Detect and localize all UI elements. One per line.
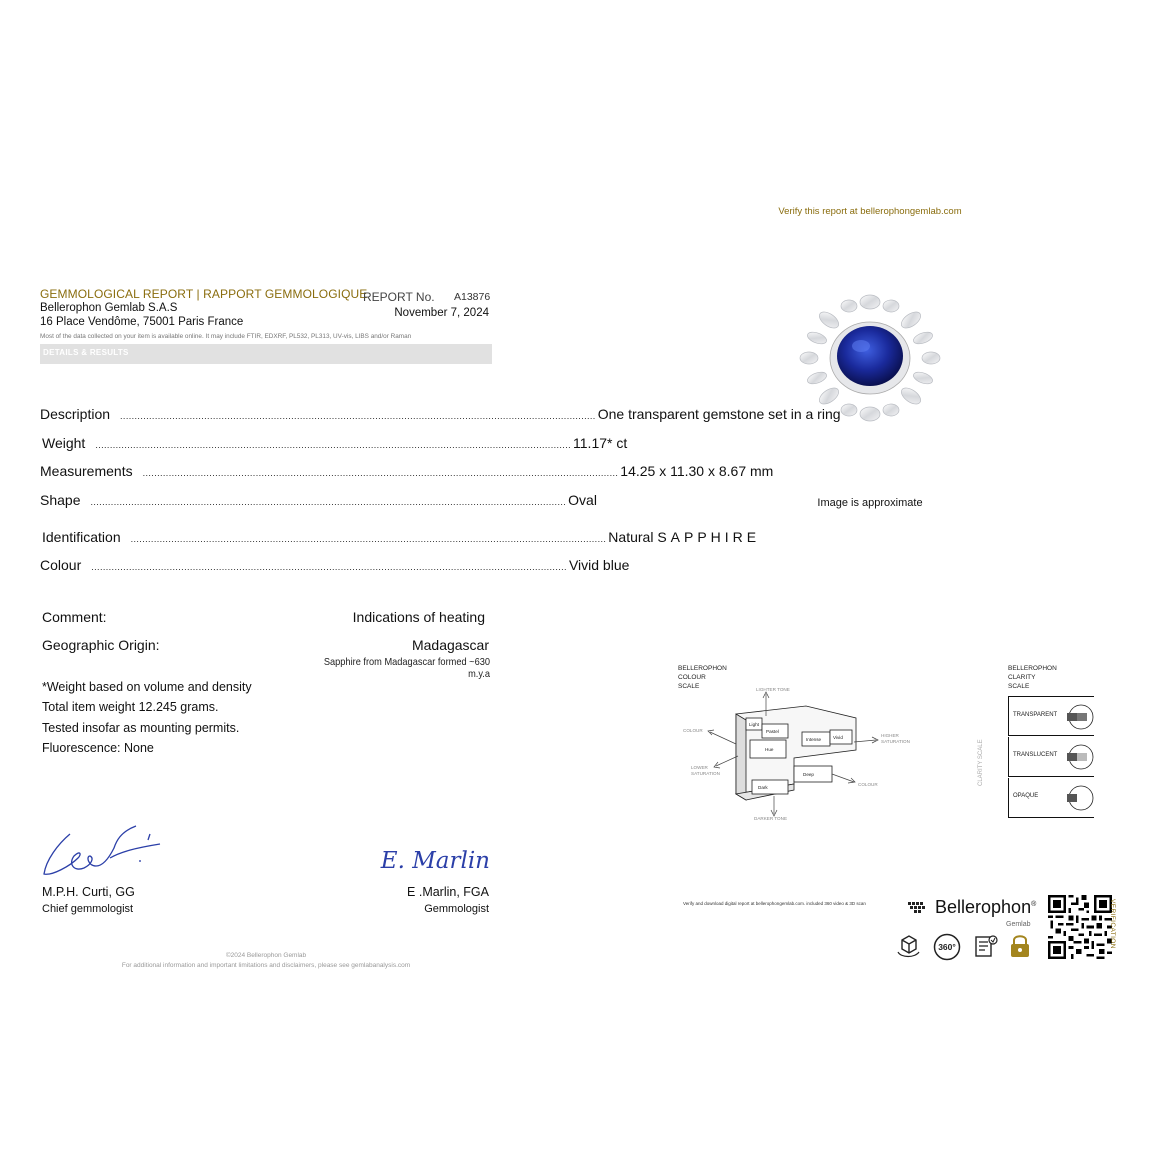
leader-dots: .................................................................................................................................................................... [90,497,567,507]
note-weight: *Weight based on volume and density [42,680,252,694]
company-name: Bellerophon Gemlab S.A.S [40,302,178,314]
comment-label: Comment: [42,609,107,625]
clarity-level-transparent [1008,696,1094,736]
leader-dots: .................................................................................................................................................................... [142,468,619,478]
clarity-level-label: OPAQUE [1013,793,1039,799]
measurements-value: 14.25 x 11.30 x 8.67 mm [620,463,774,479]
identification-label: Identification [42,529,121,545]
identification-species: SAPPHIRE [657,529,761,545]
label-colour-left: COLOUR [683,728,703,733]
detail-row-weight [42,435,628,455]
cell-hue: Hue [765,747,774,752]
report-date: November 7, 2024 [394,307,489,319]
section-bar-label: DETAILS & RESULTS [43,348,129,357]
cell-deep: Deep [803,772,814,777]
identification-value [608,529,760,545]
label-darker-tone: DARKER TONE [754,816,788,821]
signatory-right-role: Gemmologist [424,903,489,915]
description-value: One transparent gemstone set in a ring [597,406,841,422]
report-number-label: REPORT No. [363,290,435,304]
clarity-level-translucent [1008,737,1094,777]
report-title: GEMMOLOGICAL REPORT | RAPPORT GEMMOLOGIQUE [40,287,368,301]
identification-prefix: Natural [608,529,654,545]
weight-value: 11.17* ct [573,435,628,451]
brand-text: Bellerophon [935,897,1032,917]
label-lighter-tone: LIGHTER TONE [756,687,790,692]
shape-label: Shape [40,492,81,508]
comment-value: Indications of heating [352,609,485,625]
leader-dots: .................................................................................................................................................................... [120,411,596,421]
clarity-scale-title-line: CLARITY [1008,674,1036,681]
brand-registered-mark: ® [1031,901,1037,908]
clarity-scale-title-line: BELLEROPHON [1008,665,1057,672]
signatory-left-name: M.P.H. Curti, GG [42,885,135,899]
weight-label: Weight [42,435,86,451]
clarity-translucent-icon [1067,743,1095,771]
description-label: Description [40,406,111,422]
secure-lock-icon [1008,932,1032,960]
verification-label: VERIFICATION [1109,899,1116,949]
section-bar [40,344,492,364]
note-fluorescence: Fluorescence: None [42,741,154,755]
detail-row-colour [40,557,630,577]
clarity-level-opaque [1008,778,1094,818]
clarity-scale-title-line: SCALE [1008,683,1030,690]
colour-value: Vivid blue [568,557,630,573]
clarity-scale-title [1008,664,1057,691]
ring-image [795,290,945,430]
cell-dark: Dark [758,785,768,790]
leader-dots: .................................................................................................................................................................... [130,534,607,544]
shape-value: Oval [568,492,597,508]
brand-name [935,897,1036,918]
video-360-label: 360° [938,942,956,952]
measurements-label: Measurements [40,463,133,479]
clarity-opaque-icon [1067,784,1095,812]
qr-code-icon[interactable] [1048,895,1112,959]
signatory-left-role: Chief gemmologist [42,903,134,915]
origin-label: Geographic Origin: [42,637,160,653]
report-number: A13876 [454,291,491,303]
clarity-scale-vertical-label: CLARITY SCALE [978,739,984,786]
detail-row-identification [42,529,761,549]
label-lower: LOWER [691,765,708,770]
brand-sub: Gemlab [1006,921,1031,928]
download-note: Verify and download digital report at bellerophongemlab.com. included 360 video & 3D scan [683,901,866,906]
verify-link[interactable]: Verify this report at bellerophongemlab.com [778,206,962,217]
colour-scale-title-line: SCALE [678,683,700,690]
bellerophon-logo-icon [908,900,932,916]
leader-dots: .................................................................................................................................................................... [91,562,567,572]
label-higher: HIGHER [881,733,899,738]
detail-row-description [40,406,841,426]
clarity-level-label: TRANSPARENT [1013,712,1058,718]
cell-pastel: Pastel [766,729,779,734]
label-lower-saturation: SATURATION [691,771,720,776]
origin-value: Madagascar [411,637,489,653]
colour-scale-title-line: COLOUR [678,674,706,681]
detail-row-measurements [40,463,774,483]
label-higher-saturation: SATURATION [881,739,910,744]
cell-intense: Intense [806,737,822,742]
signature-curti [40,822,170,884]
detail-row-shape [40,492,597,512]
data-note: Most of the data collected on your item is available online. It may include FTIR, EDXRF, PL532, PL313, UV-vis, LIBS and/or Raman [40,333,412,340]
cell-light: Light [749,722,759,727]
signatory-right-name: E .Marlin, FGA [407,885,489,899]
company-address: 16 Place Vendôme, 75001 Paris France [40,316,244,328]
leader-dots: .................................................................................................................................................................... [95,440,572,450]
video-360-icon [932,932,962,962]
cell-vivid: Vivid [833,735,843,740]
footer-disclaimer: For additional information and important limitations and disclaimers, please see gemlabanalysis.com [121,962,411,969]
colour-scale-diagram [676,684,916,824]
note-total-weight: Total item weight 12.245 grams. [42,700,219,714]
clarity-level-label: TRANSLUCENT [1013,752,1058,758]
colour-scale-title-line: BELLEROPHON [678,665,727,672]
digital-report-icon [972,932,1000,960]
3d-scan-icon [895,932,922,960]
origin-note: Sapphire from Madagascar formed ~630 m.y.a [323,656,490,680]
image-caption: Image is approximate [817,497,923,509]
note-mounting: Tested insofar as mounting permits. [42,721,240,735]
clarity-transparent-icon [1067,703,1095,731]
label-colour-right: COLOUR [858,782,878,787]
footer-copyright: ©2024 Bellerophon Gemlab [225,952,307,959]
colour-label: Colour [40,557,82,573]
signature-marlin: E. Marlin [380,848,490,874]
